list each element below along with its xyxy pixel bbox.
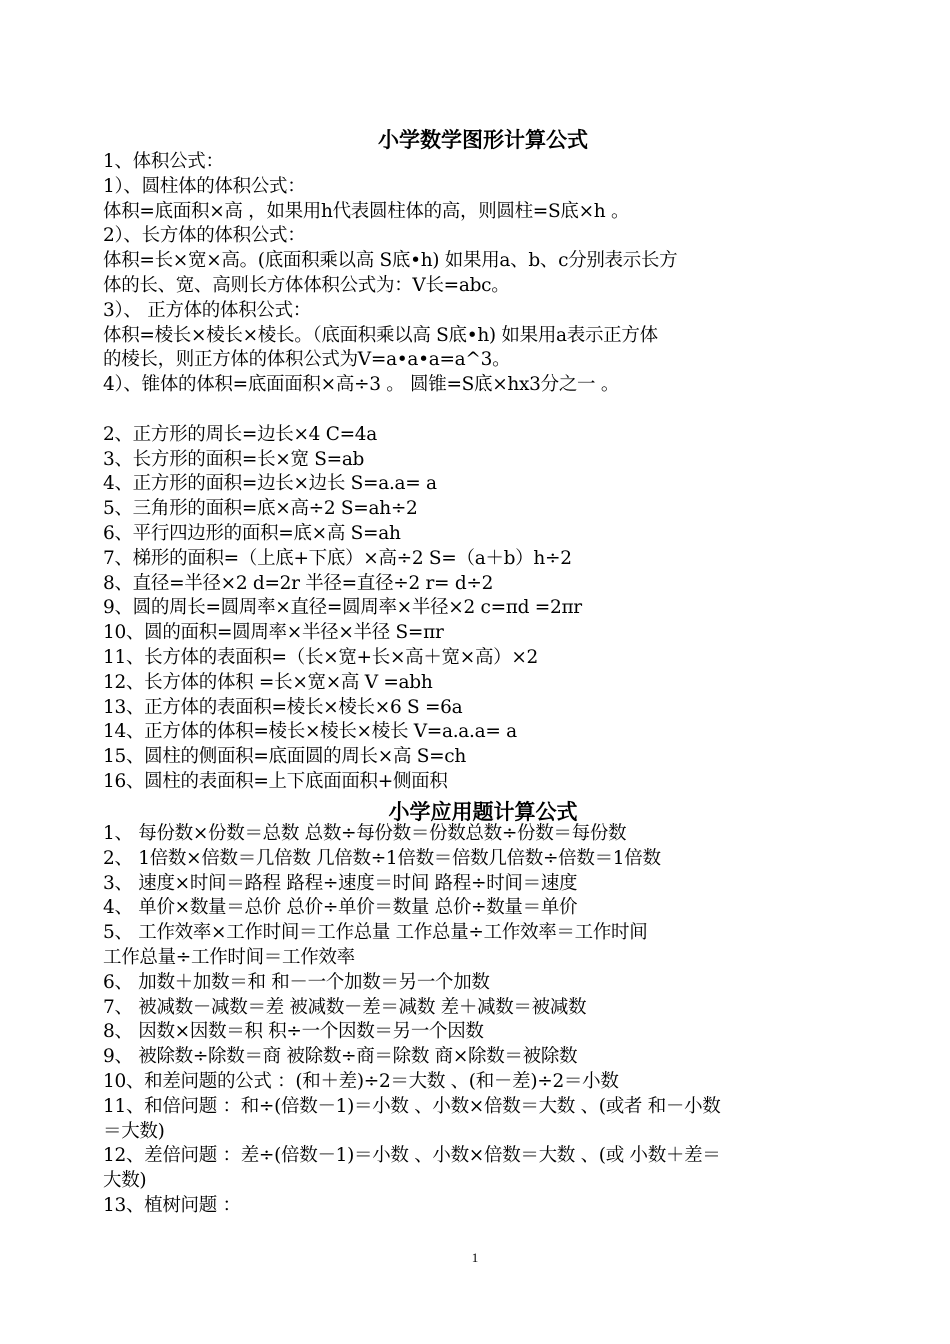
formula-line: 4、 单价×数量＝总价 总价÷单价＝数量 总价÷数量＝单价 [103,897,578,919]
formula-line: 2、 1倍数×倍数＝几倍数 几倍数÷1倍数＝倍数几倍数÷倍数＝1倍数 [103,847,661,869]
formula-line: 10、圆的面积=圆周率×半径×半径 S=πr [103,622,444,644]
formula-line: 6、平行四边形的面积=底×高 S=ah [103,522,401,544]
formula-line: 10、和差问题的公式 ：(和＋差)÷2＝大数 、(和－差)÷2＝小数 [103,1070,619,1092]
formula-line: 7、梯形的面积=（上底+下底）×高÷2 S=（a＋b）h÷2 [103,547,572,569]
formula-line: 大数) [103,1170,147,1192]
formula-line: 3）、 正方体的体积公式： [103,299,312,321]
formula-line [103,398,873,423]
formula-line: 4）、锥体的体积=底面面积×高÷3 。 圆锥=S底×hx3分之一 。 [103,374,620,396]
word-problem-formula-list [103,822,873,1219]
formula-line: ＝大数) [103,1120,165,1142]
page-number: 1 [471,1250,479,1265]
formula-line: 6、 加数＋加数＝和 和－一个加数＝另一个加数 [103,971,490,993]
formula-line: 12、长方体的体积 =长×宽×高 V =abh [103,671,433,693]
section-title-word-problems: 小学应用题计算公式 [388,800,578,824]
formula-line: 9、圆的周长=圆周率×直径=圆周率×半径×2 c=πd =2πr [103,597,582,619]
formula-line: 8、 因数×因数＝积 积÷一个因数＝另一个因数 [103,1021,484,1043]
geometry-formula-list [103,150,873,795]
formula-line: 1、体积公式： [103,151,224,172]
formula-line: 8、直径=半径×2 d=2r 半径=直径÷2 r= d÷2 [103,572,494,594]
formula-line: 体积=底面积×高 ，如果用h代表圆柱体的高，则圆柱=S底×h 。 [103,200,630,222]
formula-line: 1、 每份数×份数＝总数 总数÷每份数＝份数总数÷份数＝每份数 [103,823,627,844]
formula-line: 3、长方形的面积=长×宽 S=ab [103,448,365,470]
formula-line: 4、正方形的面积=边长×边长 S=a.a= a [103,473,437,495]
formula-line: 工作总量÷工作时间＝工作效率 [103,946,355,968]
formula-line: 13、正方体的表面积=棱长×棱长×6 S =6a [103,696,463,718]
formula-line: 2）、长方体的体积公式： [103,225,306,247]
formula-line: 13、植树问题 ： [103,1194,241,1216]
formula-line: 体积=长×宽×高。(底面积乘以高 S底•h) 如果用a、b、c分别表示长方 [103,250,678,272]
formula-line: 16、圆柱的表面积=上下底面面积+侧面积 [103,770,448,792]
formula-line: 11、长方体的表面积=（长×宽+长×高＋宽×高）×2 [103,646,539,668]
formula-line: 14、正方体的体积=棱长×棱长×棱长 V=a.a.a= a [103,721,517,743]
formula-line: 2、正方形的周长=边长×4 C=4a [103,423,377,445]
formula-line: 体的长、宽、高则长方体体积公式为：V长=abc。 [103,274,510,296]
formula-line: 12、差倍问题 ：差÷(倍数－1)＝小数 、小数×倍数＝大数 、(或 小数＋差＝ [103,1145,721,1167]
formula-line: 体积=棱长×棱长×棱长。（底面积乘以高 S底•h) 如果用a表示正方体 [103,324,658,346]
formula-line: 7、 被减数－减数＝差 被减数－差＝减数 差＋减数＝被减数 [103,996,587,1018]
formula-line: 的棱长，则正方体的体积公式为V=a•a•a=a^3。 [103,349,511,371]
formula-line: 5、 工作效率×工作时间＝工作总量 工作总量÷工作效率＝工作时间 [103,922,648,944]
formula-line: 1）、圆柱体的体积公式： [103,175,306,197]
section-title-geometry: 小学数学图形计算公式 [378,128,588,152]
formula-line: 15、圆柱的侧面积=底面圆的周长×高 S=ch [103,746,466,768]
formula-line: 3、 速度×时间＝路程 路程÷速度＝时间 路程÷时间＝速度 [103,872,578,894]
formula-line: 5、三角形的面积=底×高÷2 S=ah÷2 [103,498,418,520]
formula-line: 9、 被除数÷除数＝商 被除数÷商＝除数 商×除数＝被除数 [103,1046,578,1068]
formula-line: 11、和倍问题 ：和÷(倍数－1)＝小数 、小数×倍数＝大数 、(或者 和－小数 [103,1095,721,1117]
